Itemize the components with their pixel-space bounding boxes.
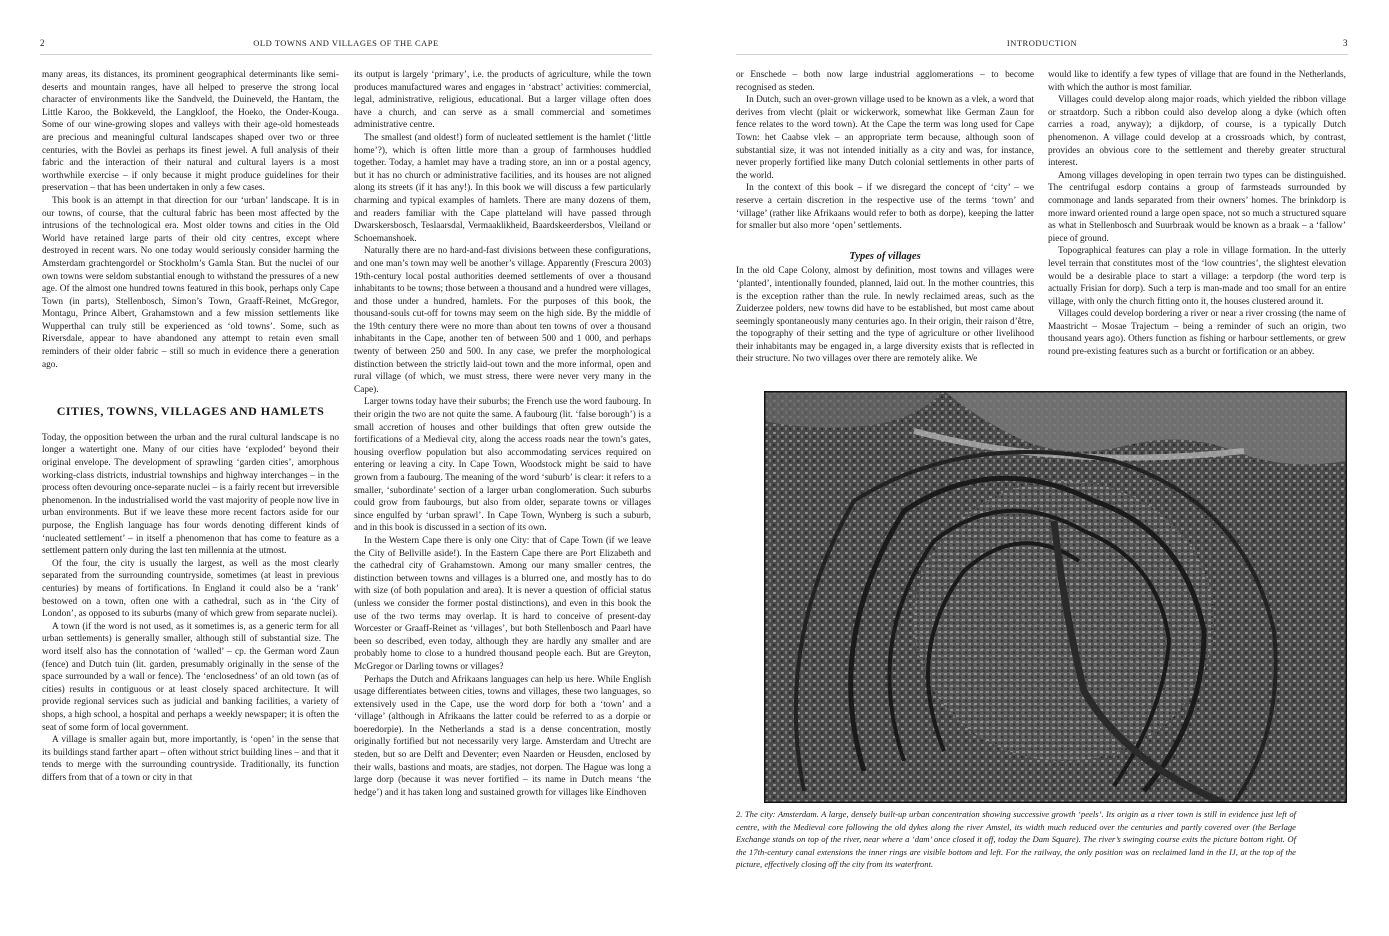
paragraph: Of the four, the city is usually the largest, as well as the most clearly separated from the surrounding countryside, sometimes (at least in previous centuries) by means of fortifications. In England it could also be a ‘rank’ bestowed on a town, often one with a cathedral, such as in ‘the City of London’, as opposed to its suburbs (many of which grew from separate nuclei). — [42, 558, 339, 620]
running-head-left — [40, 38, 652, 55]
figure-caption: 2. The city: Amsterdam. A large, densely built-up urban concentration showing successive growth ‘peels’. Its origin as a river town is still in evidence just left of centre, with the Medieval core following the old dykes along the river Amstel, its width much reduced over the centuries and partly covered over (the Berlage Exchange stands on top of the river, near where a ‘dam’ once closed it off, today the Dam Square). The river’s swinging course exits the picture bottom right. Of the 17th-century canal extensions the inner rings are visible bottom and left. For the railway, the only position was on reclaimed land in the IJ, at the top of the picture, effectively closing off the city from its waterfront. — [736, 809, 1296, 869]
running-head-title: OLD TOWNS AND VILLAGES OF THE CAPE — [253, 38, 439, 48]
paragraph: The smallest (and oldest!) form of nucleated settlement is the hamlet (‘little home’?), which is often little more than a group of farmhouses huddled together. Today, a hamlet may have a trading store, an inn or a postal agency, but it has no church or administrative facilities, and its houses are not aligned along its streets (if it has any!). In this book we will discuss a few particularly charming and typical examples of hamlets. There are many dozens of them, and readers familiar with the Cape platteland will have passed through Dwarskersbosch, Teslaarsdal, Vermaaklikheid, Baardskeerdersbos, Vleiland or Schoemanshoek. — [354, 132, 651, 244]
left-column-2 — [354, 69, 651, 799]
aerial-photo-graphic — [764, 391, 1347, 803]
page-number: 3 — [1343, 38, 1348, 48]
left-column-1 — [42, 69, 339, 784]
paragraph: its output is largely ‘primary’, i.e. the products of agriculture, while the town produces manufactured wares and engages in ‘abstract’ activities: commercial, legal, administrative, religious, educational. But a larger village often does have a church, and can serve as a small commercial and sometimes administrative centre. — [354, 70, 651, 131]
subheading: Types of villages — [849, 250, 921, 262]
page-number: 2 — [40, 38, 45, 48]
paragraph: or Enschede – both now large industrial agglomerations – to become recognised as steden. — [736, 70, 1034, 93]
paragraph: Larger towns today have their suburbs; the French use the word faubourg. In their origin the two are not quite the same. A faubourg (lit. ‘false borough’) is a small accretion of houses and other buildings that often grew outside the fortifications of a Medieval city, along the access roads near the town’s gates, housing overflow population but also accommodating services required on entering or leaving a city. In Cape Town, Woodstock might be said to have grown from a faubourg. The meaning of the word ‘suburb’ is clear: it refers to a smaller, ‘subordinate’ section of a larger urban conglomeration. Such suburbs could grow from faubourgs, but also from older, separate towns or villages since engulfed by ‘urban sprawl’. In Cape Town, Wynberg is such a suburb, and in this book is discussed in a section of its own. — [354, 397, 651, 534]
paragraph: Among villages developing in open terrain two types can be distinguished. The centrifugal esdorp contains a group of farmsteads surrounded by commonage and lands separated from their owners’ homes. The brinkdorp is more inward oriented round a large open space, not so much a structured square as what in Stellenbosch and Suurbraak would be known as a braak – a ‘fallow’ piece of ground. — [1048, 170, 1346, 244]
right-page — [694, 0, 1389, 936]
paragraph: Perhaps the Dutch and Afrikaans languages can help us here. While English usage differentiates between cities, towns and villages, these two languages, so extensively used in the Cape, use the word dorp for both a ‘town’ and a ‘village’ (although in Afrikaans the latter could be referred to as a dorpie or boeredorpie). In the Netherlands a stad is a dense concentration, mostly originally fortified but not necessarily very large. Amsterdam and Utrecht are steden, but so are Delft and Deventer; even Naarden or Heusden, enclosed by their walls, bastions and moats, are stadjes, not dorpen. The Hague was long a large dorp (because it was never fortified – its name in Dutch means ‘the hedge’) and it has taken long and sustained growth for villages like Eindhoven — [354, 674, 651, 798]
paragraph: This book is an attempt in that direction for our ‘urban’ landscape. It is in our towns, of course, that the cultural fabric has been most affected by the intrusions of the technological era. Most older towns and cities in the Old World have retained large parts of their old city centres, except where destroyed in recent wars. No one today would seriously consider harming the Amsterdam grachtengordel or Stockholm’s Gamla Stan. But the nuclei of our own towns were seldom substantial enough to withstand the pressures of a new age. Of the almost one hundred towns featured in this book, perhaps only Cape Town (in parts), Stellenbosch, Simon’s Town, Graaff-Reinet, McGregor, Montagu, Prince Albert, Grahamstown and a few mission settlements like Wupperthal can truly still be experienced as ‘old towns’. Some, such as Riversdale, appear to have abandoned any attempt to retain even small reminders of their older fabric – still so much in evidence there a generation ago. — [42, 195, 339, 370]
paragraph: Naturally there are no hard-and-fast divisions between these configurations, and one man’s town may well be another’s village. Apparently (Frescura 2003) 19th-century local postal authorities deemed settlements of over a thousand inhabitants to be towns; those between a thousand and a hundred were villages, and those under a hundred, hamlets. For the purposes of this book, the thousand-souls cut-off for towns may seem on the high side. By the middle of the 19th century there were no more than about ten towns of over a thousand inhabitants in the Cape, another ten of between 500 and 1 000, and perhaps twenty of between 250 and 500. In any case, we prefer the morphological distinction between the strictly laid-out town and the more informal, open and rural village (of which, we must stress, there were never very many in the Cape). — [354, 246, 651, 395]
paragraph: Villages could develop bordering a river or near a river crossing (the name of Maastricht – Mosae Trajectum – being a reminder of such an origin, two thousand years ago). Others function as fishing or harbour settlements, or grew round pre-existing features such as a burcht or fortification or an abbey. — [1048, 309, 1346, 358]
running-head-right — [736, 38, 1348, 55]
paragraph: Villages could develop along major roads, which yielded the ribbon village or straatdorp. Such a ribbon could also develop along a dyke (which often carries a road, anyway); a dijkdorp, of course, is a typically Dutch phenomenon. A village could develop at a crossroads which, by contrast, provides an obvious core to the settlement and thereby greater structural interest. — [1048, 95, 1346, 169]
paragraph: would like to identify a few types of village that are found in the Netherlands, with which the author is most familiar. — [1048, 70, 1346, 93]
section-heading: CITIES, TOWNS, VILLAGES AND HAMLETS — [56, 404, 325, 419]
paragraph: A town (if the word is not used, as it sometimes is, as a generic term for all urban settlements) is generally smaller, although still of substantial size. The word itself also has the connotation of ‘walled’ – cp. the German word Zaun (fence) and Dutch tuin (lit. garden, presumably originally in the sense of the space surrounded by a wall or fence). The ‘enclosedness’ of an old town (as of cities) results in contiguous or at least closely spaced architecture. It will provide regional services such as judicial and banking facilities, a variety of shops, a high school, a hospital and perhaps a weekly newspaper; it is often the seat of some form of local government. — [42, 621, 339, 733]
paragraph: A village is smaller again but, more importantly, is ‘open’ in the sense that its buildings stand farther apart – often without strict building lines – and that it tends to merge with the surrounding countryside. Traditionally, its function differs from that of a town or city in that — [42, 735, 339, 783]
aerial-photo-amsterdam — [764, 391, 1347, 803]
paragraph: Today, the opposition between the urban and the rural cultural landscape is no longer a watertight one. Many of our cities have ‘exploded’ beyond their original envelope. The development of sprawling ‘garden cities’, amorphous working-class districts, industrial townships and highway interchanges – in the process often devouring once-separate nuclei – is a fairly recent but irreversible phenomenon. In the industrialised world the vast majority of people now live in urban environments. But if we leave these more recent factors aside for our purpose, the English language has four words denoting different kinds of ‘nucleated settlement’ – in itself a phenomenon that has come to feature as a settlement pattern only during the last ten millennia at the utmost. — [42, 432, 339, 557]
paragraph: Topographical features can play a role in village formation. In the utterly level terrain that constitutes most of the ‘low countries’, the slightest elevation would be a desirable place to start a village: a terpdorp (the word terp is actually Frisian for dorp). Such a terp is man-made and too small for an entire village, with only the church fitting onto it, the houses clustered around it. — [1048, 246, 1346, 307]
right-column-2 — [1048, 69, 1346, 359]
paragraph: In Dutch, such an over-grown village used to be known as a vlek, a word that derives from vlecht (plait or wickerwork, somewhat like German Zaun for fence relates to the word town). At the Cape the term was long used for Cape Town: het Caabse vlek – an appropriate term because, although soon of substantial size, it was not intended initially as a city and was, for instance, never properly fortified like many Dutch colonial settlements in other parts of the world. — [736, 95, 1034, 181]
left-page — [0, 0, 694, 936]
right-column-1 — [736, 69, 1034, 366]
paragraph: In the old Cape Colony, almost by definition, most towns and villages were ‘planted’, intentionally founded, planned, laid out. In the mother countries, this is the exception rather than the rule. In newly reclaimed areas, such as the Zuiderzee polders, new towns did have to be established, but most came about seemingly spontaneously many centuries ago. In their origin, their raison d’être, the topography of their setting and the type of agriculture or other livelihood their inhabitants may be engaged in, a large diversity exists that is reflected in their structure. No two villages over there are remotely alike. We — [736, 266, 1034, 365]
paragraph: In the Western Cape there is only one City: that of Cape Town (if we leave the City of Bellville aside!). In the Eastern Cape there are Port Elizabeth and the cathedral city of Grahamstown. Among our many smaller centres, the distinction between towns and villages is a blurred one, and mostly has to do with size (of both population and area). It is never a question of official status (unless we consider the former postal distinctions), and even in this book the use of the two terms may overlap. It is hard to conceive of present-day Worcester or Graaff-Reinet as ‘villages’, but both Stellenbosch and Paarl have been so described, even today, although they are hardly any smaller and are probably home to close to a hundred thousand people each. But are Greyton, McGregor or Darling towns or villages? — [354, 535, 651, 672]
paragraph: many areas, its distances, its prominent geographical determinants like semi-deserts and mountain ranges, have all helped to preserve the strong local character of environments like the Sandveld, the Duineveld, the Hantam, the Little Karoo, the Bokkeveld, the Langkloof, the Hoeko, the Onder-Kouga. Some of our wine-growing slopes and valleys with their age-old homesteads are precious and meaningful cultural landscapes shaped over two or three centuries, with the Bovlei as perhaps its finest jewel. A full analysis of their fabric and the interaction of their natural and cultural layers is a most worthwhile exercise – if only because it might produce guidelines for their preservation – that has been undertaken in only a few cases. — [42, 70, 339, 194]
running-head-title: INTRODUCTION — [1006, 38, 1078, 48]
paragraph: In the context of this book – if we disregard the concept of ‘city’ – we reserve a certain discretion in the respective use of the terms ‘town’ and ‘village’ (rather like Afrikaans would refer to both as dorpe), keeping the latter for smaller but also more ‘open’ settlements. — [736, 183, 1034, 232]
